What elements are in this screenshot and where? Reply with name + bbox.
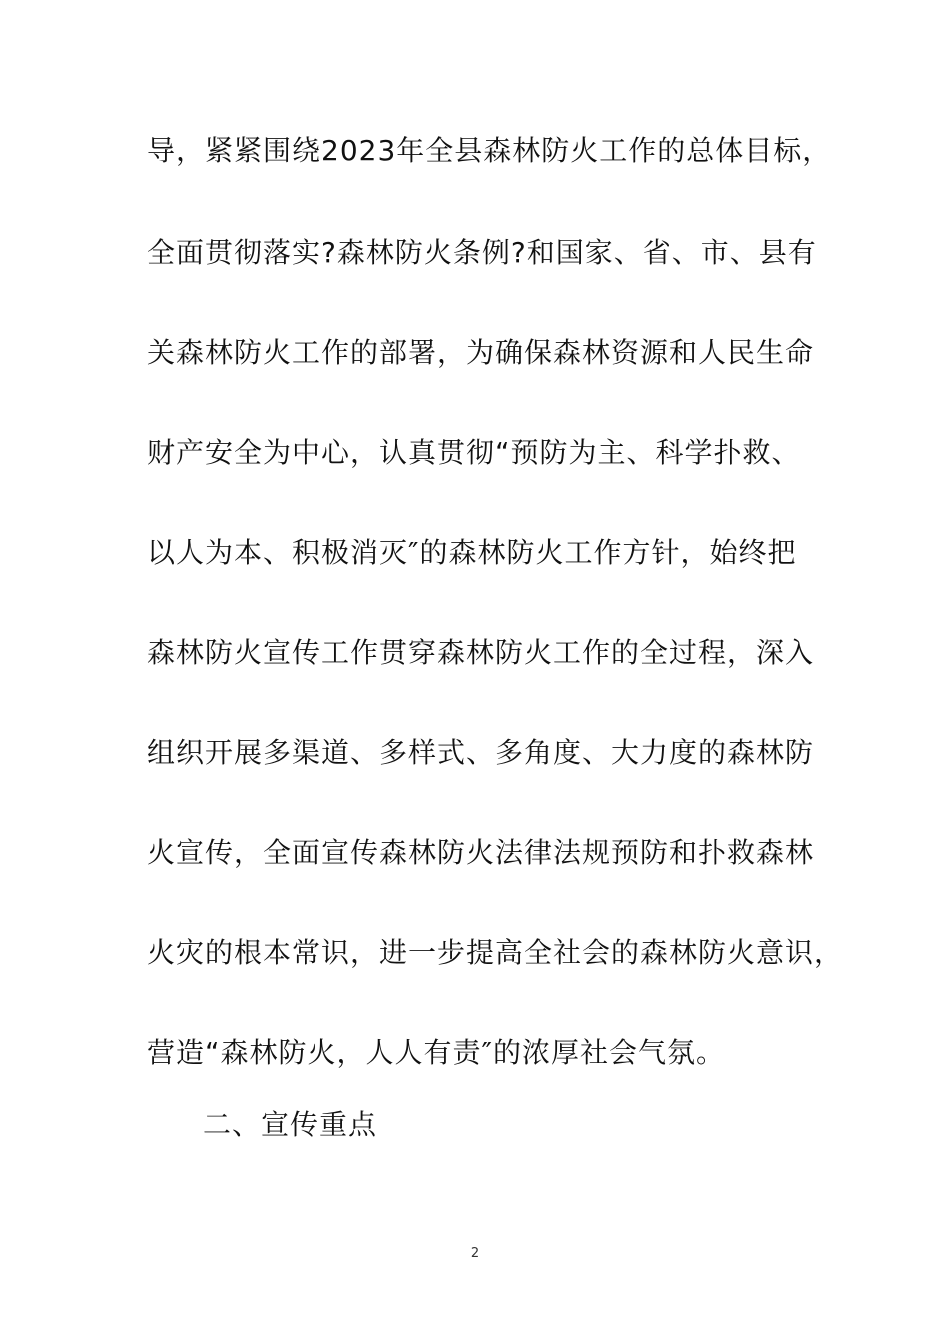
page-number: 2: [470, 1246, 480, 1261]
body-text-line-2: 全面贯彻落实?森林防火条例?和国家、省、市、县有: [147, 236, 817, 269]
body-text-line-9: 火灾的根本常识，进一步提高全社会的森林防火意识，: [147, 936, 844, 969]
body-text-line-10: 营造“森林防火，人人有责″的浓厚社会气氛。: [147, 1036, 725, 1069]
section-heading: 二、宣传重点: [203, 1108, 378, 1141]
body-text-line-8: 火宣传，全面宣传森林防火法律法规预防和扑救森林: [147, 836, 815, 869]
body-text-line-6: 森林防火宣传工作贯穿森林防火工作的全过程，深入: [147, 636, 815, 669]
body-text-line-5: 以人为本、积极消灭″的森林防火工作方针，始终把: [147, 536, 797, 569]
body-text-line-1: 导，紧紧围绕2023年全县森林防火工作的总体目标，: [147, 134, 832, 167]
body-text-line-3: 关森林防火工作的部署，为确保森林资源和人民生命: [147, 336, 815, 369]
body-text-line-7: 组织开展多渠道、多样式、多角度、大力度的森林防: [147, 736, 815, 769]
body-text-line-4: 财产安全为中心，认真贯彻“预防为主、科学扑救、: [147, 436, 801, 469]
